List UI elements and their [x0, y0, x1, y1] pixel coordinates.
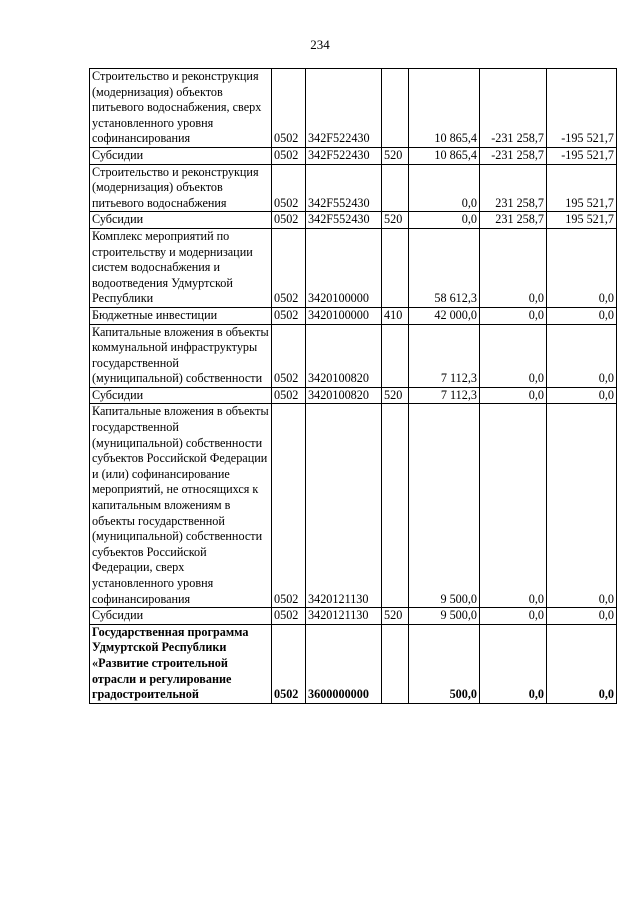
amount-cell-2: 0,0: [480, 624, 547, 703]
expense-name-cell: Капитальные вложения в объекты коммунальной инфраструктуры государственной (муниципальной) собственности: [90, 324, 272, 387]
expense-type-cell: 520: [382, 608, 409, 625]
amount-cell-3: 0,0: [547, 228, 617, 307]
amount-cell-2: 0,0: [480, 387, 547, 404]
section-code-cell: 0502: [272, 69, 306, 148]
expense-type-cell: [382, 228, 409, 307]
page-number: 234: [310, 37, 330, 52]
expense-type-cell: [382, 624, 409, 703]
table-row: [90, 387, 617, 404]
amount-cell-3: 0,0: [547, 307, 617, 324]
target-article-cell: 342F522430: [306, 69, 382, 148]
expense-name-cell: Строительство и реконструкция (модернизация) объектов питьевого водоснабжения, сверх установленного уровня софинансирования: [90, 69, 272, 148]
amount-cell-1: 9 500,0: [409, 404, 480, 608]
amount-cell-2: 0,0: [480, 324, 547, 387]
table-row: [90, 307, 617, 324]
section-code-cell: 0502: [272, 228, 306, 307]
amount-cell-2: -231 258,7: [480, 147, 547, 164]
expense-type-cell: 520: [382, 147, 409, 164]
expense-type-cell: [382, 324, 409, 387]
table-row: [90, 608, 617, 625]
target-article-cell: 342F552430: [306, 212, 382, 229]
budget-table: [89, 68, 617, 704]
target-article-cell: 3420100820: [306, 387, 382, 404]
section-code-cell: 0502: [272, 164, 306, 212]
expense-name-cell: Субсидии: [90, 387, 272, 404]
expense-name-cell: Субсидии: [90, 212, 272, 229]
amount-cell-1: 7 112,3: [409, 387, 480, 404]
table-row: [90, 147, 617, 164]
expense-type-cell: 520: [382, 387, 409, 404]
target-article-cell: 342F522430: [306, 147, 382, 164]
section-code-cell: 0502: [272, 307, 306, 324]
section-code-cell: 0502: [272, 404, 306, 608]
table-row: [90, 69, 617, 148]
amount-cell-2: 231 258,7: [480, 212, 547, 229]
target-article-cell: 3420121130: [306, 404, 382, 608]
section-code-cell: 0502: [272, 147, 306, 164]
target-article-cell: 3600000000: [306, 624, 382, 703]
expense-type-cell: [382, 164, 409, 212]
section-code-cell: 0502: [272, 387, 306, 404]
table-row: [90, 228, 617, 307]
expense-name-cell: Строительство и реконструкция (модернизация) объектов питьевого водоснабжения: [90, 164, 272, 212]
expense-name-cell: Бюджетные инвестиции: [90, 307, 272, 324]
amount-cell-3: 0,0: [547, 608, 617, 625]
expense-name-cell: Капитальные вложения в объекты государственной (муниципальной) собственности субъектов Российской Федерации и (или) софинансирование мероприятий, не относящихся к капитальным вложениям в объекты государственной (муниципальной) собственности субъектов Российской Федерации, сверх установленного уровня софинансирования: [90, 404, 272, 608]
amount-cell-1: 0,0: [409, 164, 480, 212]
section-code-cell: 0502: [272, 324, 306, 387]
table-row: [90, 404, 617, 608]
target-article-cell: 342F552430: [306, 164, 382, 212]
amount-cell-3: 0,0: [547, 624, 617, 703]
expense-name-cell: Государственная программа Удмуртской Республики «Развитие строительной отрасли и регулирование градостроительной: [90, 624, 272, 703]
target-article-cell: 3420100000: [306, 228, 382, 307]
amount-cell-3: 0,0: [547, 324, 617, 387]
amount-cell-1: 7 112,3: [409, 324, 480, 387]
expense-type-cell: 410: [382, 307, 409, 324]
amount-cell-2: 0,0: [480, 404, 547, 608]
expense-name-cell: Субсидии: [90, 147, 272, 164]
amount-cell-1: 10 865,4: [409, 69, 480, 148]
amount-cell-3: 0,0: [547, 404, 617, 608]
amount-cell-1: 0,0: [409, 212, 480, 229]
amount-cell-2: 0,0: [480, 608, 547, 625]
target-article-cell: 3420100820: [306, 324, 382, 387]
budget-table-body: [90, 69, 617, 704]
amount-cell-3: -195 521,7: [547, 147, 617, 164]
amount-cell-1: 42 000,0: [409, 307, 480, 324]
expense-name-cell: Комплекс мероприятий по строительству и модернизации систем водоснабжения и водоотведения Удмуртской Республики: [90, 228, 272, 307]
amount-cell-3: 195 521,7: [547, 164, 617, 212]
amount-cell-3: -195 521,7: [547, 69, 617, 148]
table-row: [90, 212, 617, 229]
amount-cell-2: 231 258,7: [480, 164, 547, 212]
expense-type-cell: [382, 404, 409, 608]
table-row: [90, 624, 617, 703]
section-code-cell: 0502: [272, 624, 306, 703]
amount-cell-1: 9 500,0: [409, 608, 480, 625]
amount-cell-1: 10 865,4: [409, 147, 480, 164]
amount-cell-1: 500,0: [409, 624, 480, 703]
section-code-cell: 0502: [272, 212, 306, 229]
amount-cell-3: 195 521,7: [547, 212, 617, 229]
table-row: [90, 324, 617, 387]
expense-type-cell: 520: [382, 212, 409, 229]
expense-name-cell: Субсидии: [90, 608, 272, 625]
amount-cell-2: -231 258,7: [480, 69, 547, 148]
target-article-cell: 3420121130: [306, 608, 382, 625]
amount-cell-3: 0,0: [547, 387, 617, 404]
amount-cell-1: 58 612,3: [409, 228, 480, 307]
target-article-cell: 3420100000: [306, 307, 382, 324]
amount-cell-2: 0,0: [480, 307, 547, 324]
amount-cell-2: 0,0: [480, 228, 547, 307]
expense-type-cell: [382, 69, 409, 148]
table-row: [90, 164, 617, 212]
section-code-cell: 0502: [272, 608, 306, 625]
